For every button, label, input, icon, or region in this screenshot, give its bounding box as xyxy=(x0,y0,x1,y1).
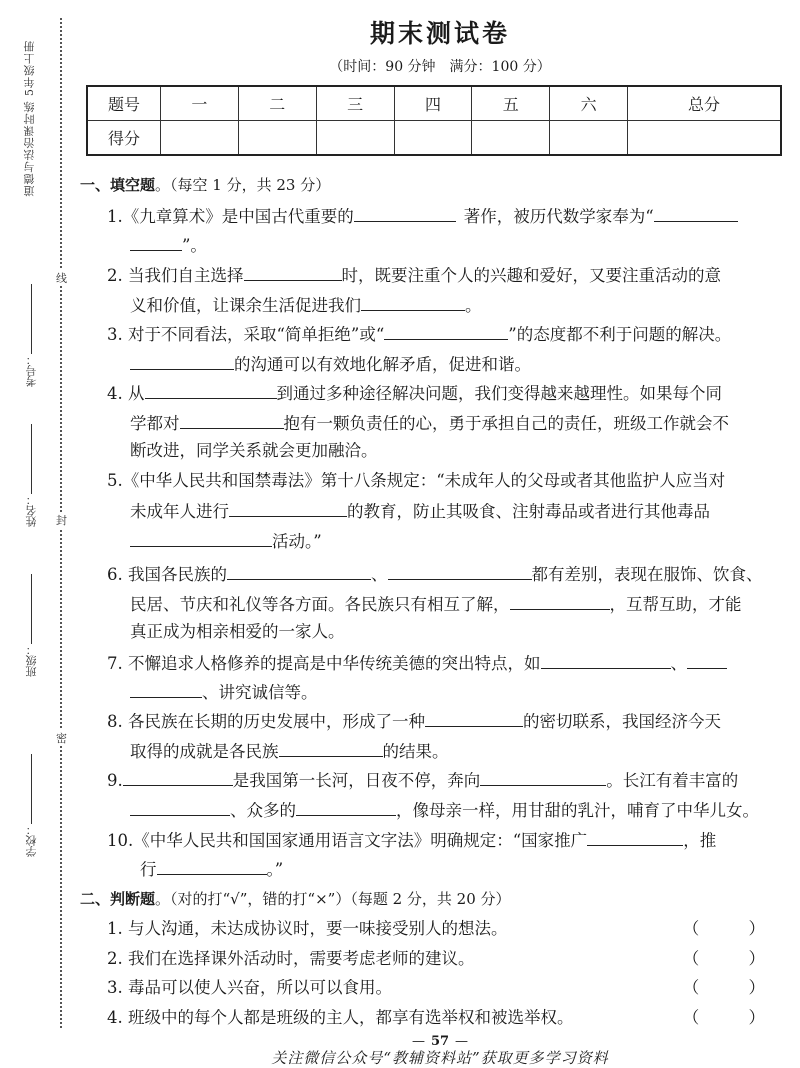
tf-item: 4. 班级中的每个人都是班级的主人，都享有选举权和被选举权。 （ ） xyxy=(107,1008,787,1027)
answer-blank[interactable] xyxy=(687,651,727,669)
answer-paren[interactable]: （ ） xyxy=(682,949,787,968)
score-table-cell: 六 xyxy=(550,86,628,121)
tf-item: 1. 与人沟通，未达成协议时，要一味接受别人的想法。 （ ） xyxy=(107,919,787,938)
question-4-cont: 学都对 抱有一颗负责任的心，勇于承担自己的责任，班级工作就会不 xyxy=(130,411,729,435)
tf-item: 2. 我们在选择课外活动时，需要考虑老师的建议。 （ ） xyxy=(107,949,787,968)
answer-blank[interactable] xyxy=(229,499,347,517)
score-table-cell: 题号 xyxy=(87,86,161,121)
question-4: 4. 从 到通过多种途径解决问题，我们变得越来越理性。如果每个同 xyxy=(107,381,722,405)
tf-item: 3. 毒品可以使人兴奋，所以可以食用。 （ ） xyxy=(107,978,787,997)
score-input-cell[interactable] xyxy=(238,121,316,156)
score-table-cell: 三 xyxy=(316,86,394,121)
answer-blank[interactable] xyxy=(425,709,523,727)
answer-blank[interactable] xyxy=(130,233,182,251)
answer-paren[interactable]: （ ） xyxy=(682,919,787,938)
answer-blank[interactable] xyxy=(130,529,272,547)
score-input-cell[interactable] xyxy=(161,121,239,156)
seal-char-xian: 线 xyxy=(56,272,67,285)
margin-field-class: 班级： xyxy=(22,570,42,677)
score-table-cell: 总分 xyxy=(628,86,781,121)
answer-blank[interactable] xyxy=(296,798,396,816)
score-input-cell[interactable] xyxy=(628,121,781,156)
margin-field-exam-number: 考号： xyxy=(22,280,42,387)
answer-blank[interactable] xyxy=(227,562,371,580)
question-9-cont: 、众多的 ，像母亲一样，用甘甜的乳汁，哺育了中华儿女。 xyxy=(130,798,759,822)
score-input-cell[interactable] xyxy=(472,121,550,156)
question-7-cont: 、讲究诚信等。 xyxy=(130,680,318,704)
question-10-cont: 行 。” xyxy=(140,857,283,881)
margin-book-label: 道德与法治课时练 5年级上册 xyxy=(23,40,36,197)
page-title: 期末测试卷 xyxy=(369,19,510,48)
question-10: 10.《中华人民共和国国家通用语言文字法》明确规定：“国家推广 ，推 xyxy=(107,828,716,852)
question-8: 8. 各民族在长期的历史发展中，形成了一种 的密切联系，我国经济今天 xyxy=(107,709,721,733)
answer-blank[interactable] xyxy=(510,592,610,610)
score-table-cell: 得分 xyxy=(87,121,161,156)
answer-blank[interactable] xyxy=(587,828,683,846)
answer-blank[interactable] xyxy=(145,381,277,399)
question-6-cont: 民居、节庆和礼仪等各方面。各民族只有相互了解， ，互帮互助，才能 xyxy=(130,592,742,616)
page-number: — 57 — xyxy=(0,1034,800,1049)
answer-blank[interactable] xyxy=(157,857,267,875)
answer-blank[interactable] xyxy=(361,293,465,311)
answer-paren[interactable]: （ ） xyxy=(682,978,787,997)
exam-duration-and-score: （时间：90 分钟 满分：100 分） xyxy=(329,59,551,75)
answer-blank[interactable] xyxy=(388,562,532,580)
answer-blank[interactable] xyxy=(279,739,383,757)
seal-char-mi: 密 xyxy=(56,732,67,745)
question-6-cont2: 真正成为相亲相爱的一家人。 xyxy=(130,622,345,641)
answer-blank[interactable] xyxy=(244,263,342,281)
footer-note: 关注微信公众号“教辅资料站”获取更多学习资料 xyxy=(271,1049,609,1067)
answer-blank[interactable] xyxy=(541,651,671,669)
score-table-cell: 四 xyxy=(394,86,472,121)
section-heading-fill-in: 一、填空题。（每空 1 分，共 23 分） xyxy=(80,176,331,194)
score-table-header-row xyxy=(87,86,781,121)
margin-field-name: 姓名： xyxy=(22,420,42,527)
question-3: 3. 对于不同看法，采取“简单拒绝”或“ ”的态度都不利于问题的解决。 xyxy=(107,322,731,346)
question-2-cont: 义和价值，让课余生活促进我们 。 xyxy=(130,293,482,317)
question-8-cont: 取得的成就是各民族 的结果。 xyxy=(130,739,449,763)
answer-blank[interactable] xyxy=(354,204,456,222)
answer-blank[interactable] xyxy=(130,352,234,370)
margin-field-school: 学校： xyxy=(22,750,42,857)
answer-blank[interactable] xyxy=(130,798,230,816)
question-4-cont2: 断改进，同学关系就会更加融洽。 xyxy=(130,441,378,460)
score-table-score-row xyxy=(87,121,781,156)
answer-blank[interactable] xyxy=(384,322,508,340)
score-input-cell[interactable] xyxy=(394,121,472,156)
section-heading-true-false: 二、判断题。（对的打“√”，错的打“×”）（每题 2 分，共 20 分） xyxy=(80,890,511,908)
score-table xyxy=(86,85,782,156)
question-2: 2. 当我们自主选择 时，既要注重个人的兴趣和爱好，又要注重活动的意 xyxy=(107,263,721,287)
seal-char-feng: 封 xyxy=(56,514,67,527)
answer-blank[interactable] xyxy=(123,768,233,786)
score-input-cell[interactable] xyxy=(316,121,394,156)
answer-blank[interactable] xyxy=(480,768,606,786)
score-table-cell: 五 xyxy=(472,86,550,121)
question-1-cont: ”。 xyxy=(130,233,207,257)
question-6: 6. 我国各民族的 、 都有差别，表现在服饰、饮食、 xyxy=(107,562,763,586)
question-5-cont2: 活动。” xyxy=(130,529,322,553)
question-3-cont: 的沟通可以有效地化解矛盾，促进和谐。 xyxy=(130,352,531,376)
score-input-cell[interactable] xyxy=(550,121,628,156)
question-5-cont: 未成年人进行 的教育，防止其吸食、注射毒品或者进行其他毒品 xyxy=(130,499,710,523)
question-5: 5.《中华人民共和国禁毒法》第十八条规定：“未成年人的父母或者其他监护人应当对 xyxy=(107,471,726,490)
question-1: 1.《九章算术》是中国古代重要的 著作，被历代数学家奉为“ xyxy=(107,204,738,228)
answer-blank[interactable] xyxy=(654,204,738,222)
answer-blank[interactable] xyxy=(130,680,202,698)
question-9: 9. 是我国第一长河，日夜不停，奔向 。长江有着丰富的 xyxy=(107,768,738,792)
score-table-cell: 二 xyxy=(238,86,316,121)
answer-blank[interactable] xyxy=(180,411,284,429)
answer-paren[interactable]: （ ） xyxy=(682,1008,787,1027)
question-7: 7. 不懈追求人格修养的提高是中华传统美德的突出特点，如 、 xyxy=(107,651,727,675)
score-table-cell: 一 xyxy=(161,86,239,121)
